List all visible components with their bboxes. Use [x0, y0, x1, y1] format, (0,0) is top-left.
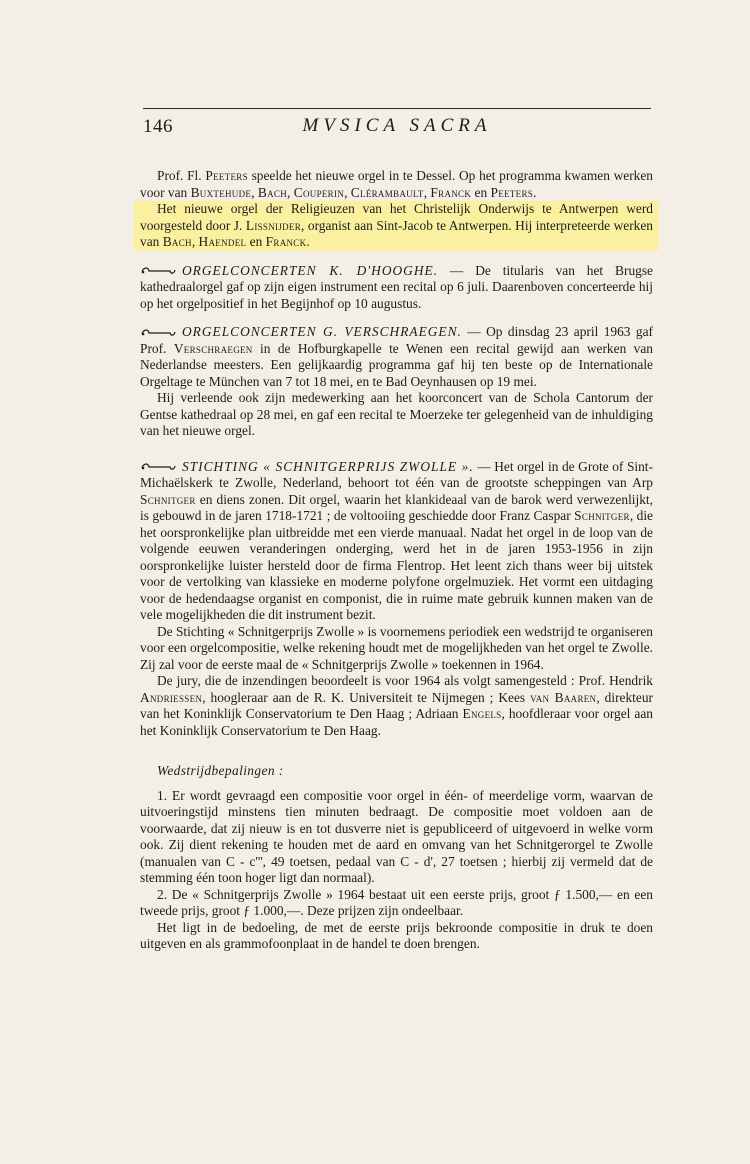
rule-closing: Het ligt in de bedoeling, de met de eerste prijs bekroonde compositie in druk te doen uitgeven en als grammofoonplaat in de handel te doen brengen.	[140, 919, 653, 951]
section-dhooghe: ORGELCONCERTEN K. D'HOOGHE. — De titularis van het Brugse kathedraalorgel gaf op zijn eigen instrument een recital op 6 juli. Daarenboven concerteerde hij op het orgelpositief in het Begijnhof op 10 augustus.	[140, 262, 653, 311]
paragraph-verschraegen-2: Hij verleende ook zijn medewerking aan het koorconcert van de Schola Cantorum der Gentse kathedraal op 28 mei, en gaf een recital te Moerzeke ter gelegenheid van de inhuldiging van het nieuwe orgel.	[140, 390, 653, 438]
rule-1: 1. Er wordt gevraagd een compositie voor orgel in één- of meerdelige vorm, waarvan de uitvoeringstijd minstens tien minuten bedraagt. De compositie moet voldoen aan de voorwaarde, dat zij nieuw is en tot dusverre niet is gepubliceerd of uitgevoerd in welke vorm ook. Zij dient rekening te houden met de aard en omvang van het Schnitgerorgel te Zwolle (manualen van C - c''', 49 toetsen, pedaal van C - d', 27 toetsen ; hierbij zij vermeld dat de stemming één toon hoger ligt dan normaal).	[140, 787, 653, 885]
paragraph-religieuzen-highlighted: Het nieuwe orgel der Religieuzen van het Christelijk Onderwijs te Antwerpen werd voorgesteld door J. Lissnijder, organist aan Sint-Jacob te Antwerpen. Hij interpreteerde werken van Bach, Haendel en Franck.	[134, 201, 659, 251]
paragraph-peeters: Prof. Fl. Peeters speelde het nieuwe orgel in te Dessel. Op het programma kwamen werken voor van Buxtehude, Bach, Couperin, Clérambault, Franck en Peeters.	[140, 168, 654, 200]
section-title-dhooghe: ORGELCONCERTEN K. D'HOOGHE.	[182, 262, 439, 278]
ornament-flourish-icon	[140, 329, 176, 337]
ornament-flourish-icon	[140, 463, 176, 471]
section-schnitgerprijs: STICHTING « SCHNITGERPRIJS ZWOLLE ». — Het orgel in de Grote of Sint-Michaëlskerk te Zwolle, Nederland, behoort tot één van de grootste scheppingen van Arp Schnitger en diens zonen. Dit orgel, waarin het klankideaal van de barok werd verwezenlijkt, is gebouwd in de jaren 1718-1721 ; de voltooiing geschiedde door Franz Caspar Schnitger, die het oorspronkelijke plan uitbreidde met een vierde manuaal. Nadat het orgel in de loop van de volgende eeuwen veranderingen onderging, werd het in de jaren 1953-1956 in zijn oorspronkelijke luister hersteld door de firma Flentrop. Het leent zich thans weer bij uitstek voor de vertolking van klassieke en moderne polyfone orgelmuziek. Het vormt een uitdaging voor de hedendaagse organist en componist, die in ruime mate gebruik kunnen maken van de vele mogelijkheden die dit instrument bezit.	[140, 458, 653, 622]
section-verschraegen: ORGELCONCERTEN G. VERSCHRAEGEN. — Op dinsdag 23 april 1963 gaf Prof. Verschraegen in de Hofburgkapelle te Wenen een recital gewijd aan werken van Nederlandse meesters. Een gelijkaardig programma gaf hij ten beste op de Internationale Orgeltage te München van 7 tot 18 mei, en te Bad Oeynhausen op 19 mei.	[140, 324, 654, 389]
section-title-schnitgerprijs: STICHTING « SCHNITGERPRIJS ZWOLLE ».	[182, 458, 474, 474]
ornament-flourish-icon	[140, 267, 176, 275]
rules-heading: Wedstrijdbepalingen :	[157, 763, 284, 778]
running-title: MVSICA SACRA	[302, 115, 492, 136]
section-title-verschraegen: ORGELCONCERTEN G. VERSCHRAEGEN.	[182, 324, 462, 339]
page-number: 146	[143, 116, 173, 137]
paragraph-stichting: De Stichting « Schnitgerprijs Zwolle » is voornemens periodiek een wedstrijd te organiseren voor een orgelcompositie, welke rekening houdt met de mogelijkheden van het orgel te Zwolle. Zij zal voor de eerste maal de « Schnitgerprijs Zwolle » toekennen in 1964.	[140, 623, 653, 672]
paragraph-jury: De jury, die de inzendingen beoordeelt is voor 1964 als volgt samengesteld : Prof. Hendrik Andriessen, hoogleraar aan de R. K. Universiteit te Nijmegen ; Kees van Baaren, direkteur van het Koninklijk Conservatorium te Den Haag ; Adriaan Engels, hoofdleraar voor orgel aan het Koninklijk Conservatorium te Den Haag.	[140, 673, 653, 738]
body-text	[140, 168, 653, 953]
rule-2: 2. De « Schnitgerprijs Zwolle » 1964 bestaat uit een eerste prijs, groot ƒ 1.500,— en een tweede prijs, groot ƒ 1.000,—. Deze prijzen zijn ondeelbaar.	[140, 886, 653, 918]
header-rule	[143, 108, 651, 109]
